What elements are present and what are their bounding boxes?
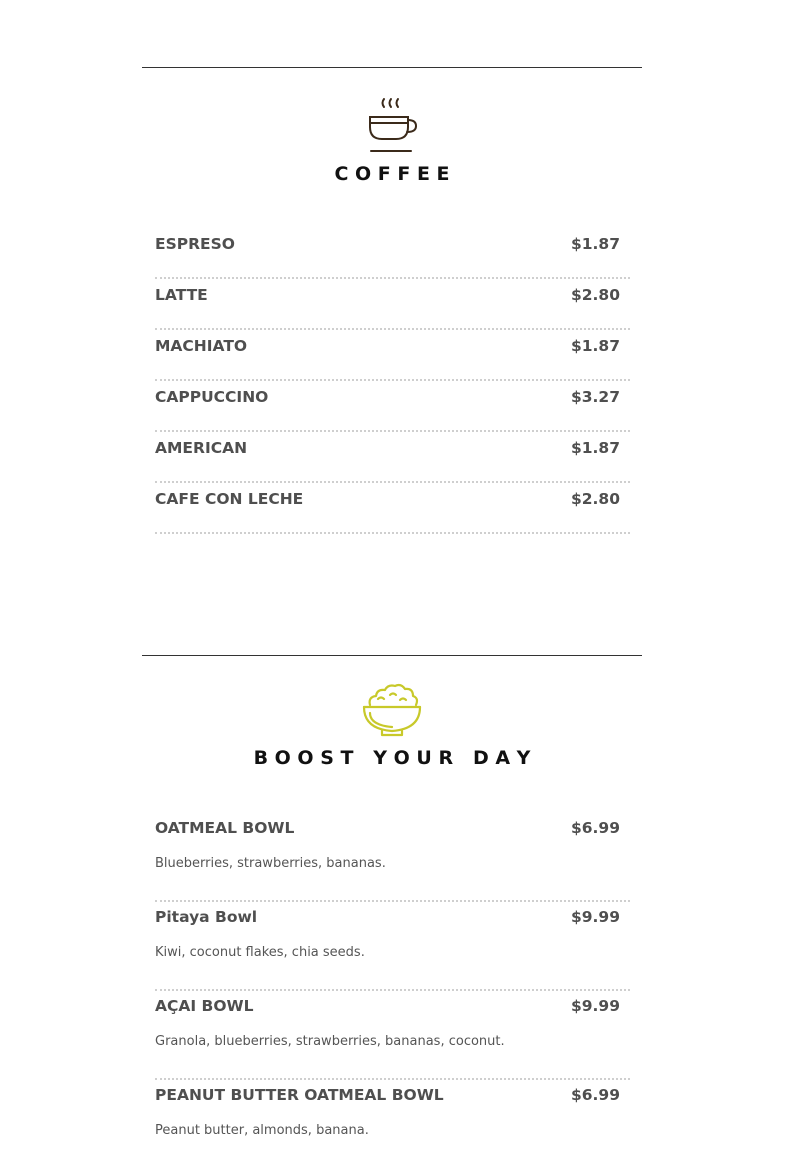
coffee-section (142, 67, 642, 537)
item-price: $1.87 (570, 337, 620, 355)
item-name: OATMEAL BOWL (155, 819, 295, 837)
menu-item (155, 483, 630, 534)
item-name: ESPRESO (155, 235, 235, 253)
item-name: CAFE CON LECHE (155, 490, 304, 508)
item-description: Blueberries, strawberries, bananas. (155, 856, 386, 871)
item-description: Peanut butter, almonds, banana. (155, 1123, 369, 1138)
item-name: CAPPUCCINO (155, 388, 269, 406)
item-price: $9.99 (570, 997, 620, 1015)
item-price: $1.87 (570, 439, 620, 457)
menu-item (155, 812, 630, 902)
menu-item (155, 227, 630, 279)
item-name: AMERICAN (155, 439, 248, 457)
boost-item-list (155, 812, 630, 1150)
menu-item (155, 1080, 630, 1150)
item-price: $1.87 (570, 235, 620, 253)
item-name: PEANUT BUTTER OATMEAL BOWL (155, 1086, 444, 1104)
coffee-icon-wrap (142, 97, 642, 159)
item-price: $3.27 (570, 388, 620, 406)
menu-item (155, 432, 630, 483)
coffee-section-title: C O F F E E (334, 163, 450, 185)
boost-top-divider (142, 655, 642, 656)
coffee-cup-icon (364, 97, 420, 155)
boost-section-title: B O O S T Y O U R D A Y (253, 747, 531, 769)
coffee-top-divider (142, 67, 642, 68)
bowl-icon-wrap (142, 683, 642, 745)
item-name: Pitaya Bowl (155, 908, 258, 926)
bowl-icon (360, 683, 424, 741)
item-price: $2.80 (570, 286, 620, 304)
item-price: $6.99 (570, 819, 620, 837)
menu-item (155, 381, 630, 432)
item-price: $9.99 (570, 908, 620, 926)
item-description: Granola, blueberries, strawberries, bananas, coconut. (155, 1034, 505, 1049)
menu-item (155, 991, 630, 1080)
menu-item (155, 902, 630, 991)
item-name: MACHIATO (155, 337, 248, 355)
item-price: $6.99 (570, 1086, 620, 1104)
item-name: AÇAI BOWL (155, 997, 254, 1015)
item-description: Kiwi, coconut flakes, chia seeds. (155, 945, 365, 960)
boost-section (142, 655, 642, 1155)
menu-item (155, 279, 630, 330)
item-price: $2.80 (570, 490, 620, 508)
menu-item (155, 330, 630, 381)
coffee-item-list (155, 227, 630, 534)
item-name: LATTE (155, 286, 208, 304)
